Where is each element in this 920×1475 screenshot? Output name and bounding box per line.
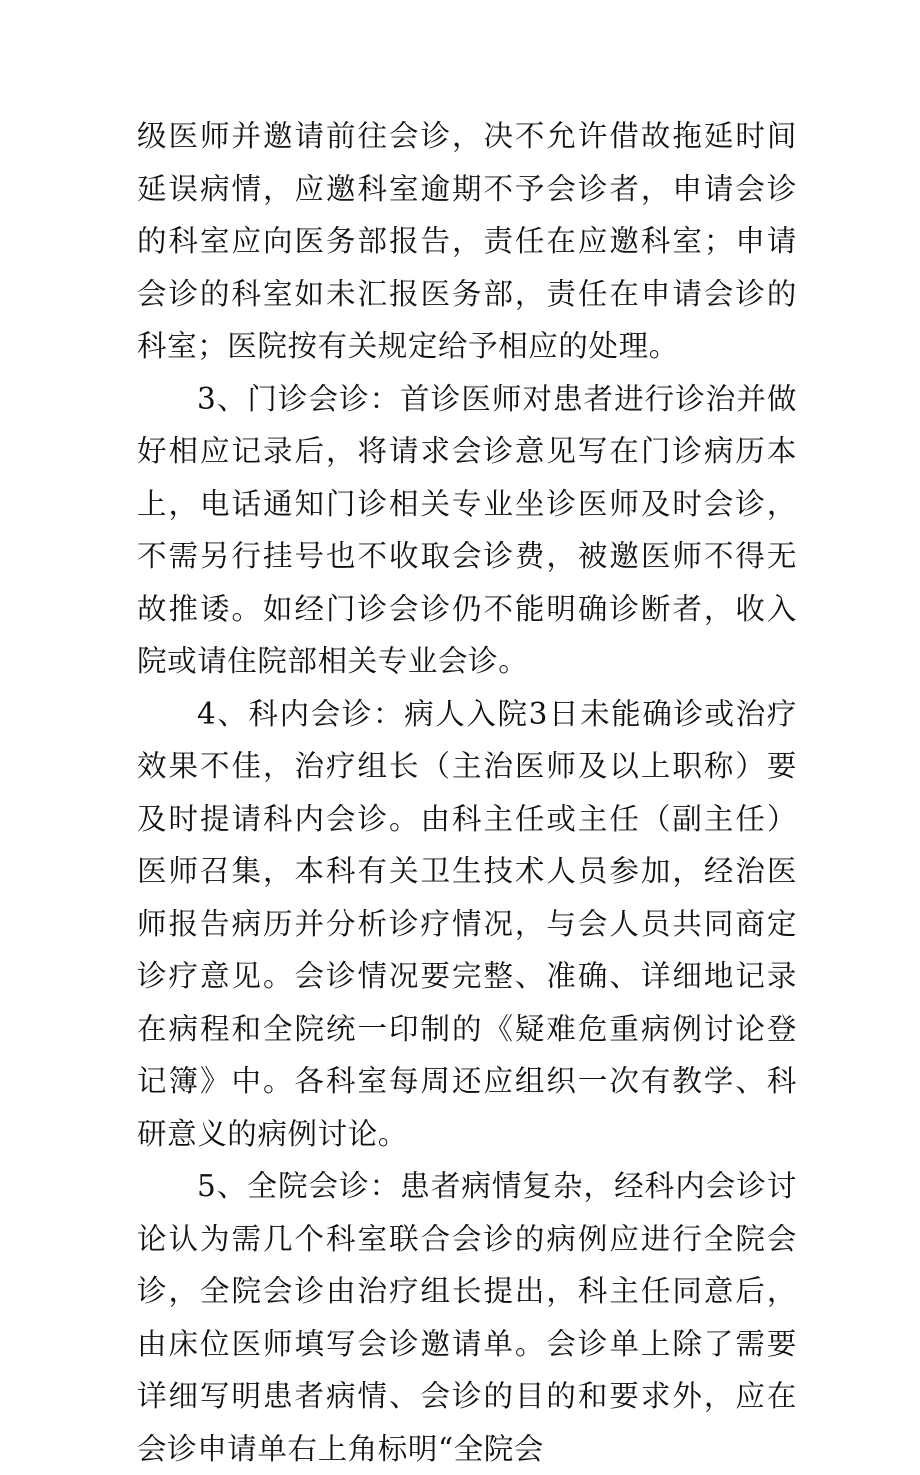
paragraph-hospital-consultation: 5、全院会诊：患者病情复杂，经科内会诊讨论认为需几个科室联合会诊的病例应进行全院会诊，全院会诊由治疗组长提出，科主任同意后，由床位医师填写会诊邀请单。会诊单上除了需要详细写明患者病情、会诊的目的和要求外，应在会诊申请单右上角标明“全院会 bbox=[137, 1169, 797, 1466]
paragraph-continuation: 级医师并邀请前往会诊，决不允许借故拖延时间延误病情，应邀科室逾期不予会诊者，申请会诊的科室应向医务部报告，责任在应邀科室；申请会诊的科室如未汇报医务部，责任在申请会诊的科室；医院按有关规定给予相应的处理。 bbox=[137, 119, 797, 363]
paragraph-outpatient-consultation: 3、门诊会诊：首诊医师对患者进行诊治并做好相应记录后，将请求会诊意见写在门诊病历本上，电话通知门诊相关专业坐诊医师及时会诊，不需另行挂号也不收取会诊费，被邀医师不得无故推诿。如经门诊会诊仍不能明确诊断者，收入院或请住院部相关专业会诊。 bbox=[137, 381, 797, 678]
paragraph-department-consultation: 4、科内会诊：病人入院3日未能确诊或治疗效果不佳，治疗组长（主治医师及以上职称）要及时提请科内会诊。由科主任或主任（副主任）医师召集，本科有关卫生技术人员参加，经治医师报告病历并分析诊疗情况，与会人员共同商定诊疗意见。会诊情况要完整、准确、详细地记录在病程和全院统一印制的《疑难危重病例讨论登记簿》中。各科室每周还应组织一次有教学、科研意义的病例讨论。 bbox=[137, 696, 797, 1151]
document-body bbox=[137, 110, 797, 1475]
